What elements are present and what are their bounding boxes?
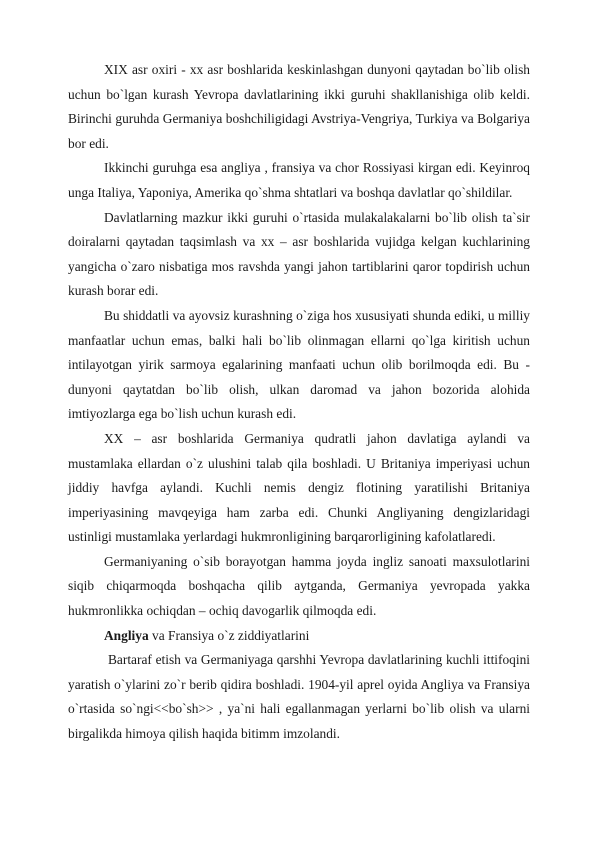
paragraph-1: XIX asr oxiri - xx asr boshlarida keskinlashgan dunyoni qaytadan bo`lib olish uchun bo`lgan kurash Yevropa davlatlarining ikki guruhi shakllanishiga olib keldi. Birinchi guruhda Germaniya boshchiligidagi Avstriya-Vengriya, Turkiya va Bolgariya bor edi. <box>68 62 530 151</box>
document-page <box>68 58 530 747</box>
paragraph-2: Ikkinchi guruhga esa angliya , fransiya va chor Rossiyasi kirgan edi. Keyinroq unga Italiya, Yaponiya, Amerika qo`shma shtatlari va boshqa davlatlar qo`shildilar. <box>68 160 530 200</box>
section-heading <box>68 624 530 649</box>
heading-rest: va Fransiya o`z ziddiyatlarini <box>148 627 310 643</box>
paragraph-6: Germaniyaning o`sib borayotgan hamma joyda ingliz sanoati maxsulotlarini siqib chiqarmoqda boshqacha qilib aytganda, Germaniya yevropada yakka hukmronlikka ochiqdan – ochiq davogarlik qilmoqda edi. <box>68 553 530 619</box>
paragraph-7: Bartaraf etish va Germaniyaga qarshhi Yevropa davlatlarining kuchli ittifoqini yaratish o`ylarini zo`r berib qidira boshladi. 1904-yil aprel oyida Angliya va Fransiya o`rtasida so`ngi<<bo`sh>> , ya`ni hali egallanmagan yerlarni bo`lib olish va ularni birgalikda himoya qilish haqida bitimm imzolandi. <box>68 652 530 742</box>
paragraph-5: XX – asr boshlarida Germaniya qudratli jahon davlatiga aylandi va mustamlaka ellardan o`z ulushini talab qila boshladi. U Britaniya imperiyasi uchun jiddiy havfga aylandi. Kuchli nemis dengiz flotining yaratilishi Britaniya imperiyasining mavqeyiga ham zarba edi. Chunki Angliyaning dengizlaridagi ustinligi mustamlaka yerlardagi hukmronligining barqarorligining kafolatlaredi. <box>68 430 530 545</box>
heading-bold-word: Angliya <box>104 627 149 643</box>
paragraph-3: Davlatlarning mazkur ikki guruhi o`rtasida mulakalakalarni bo`lib olish ta`sir doiralarni qaytadan taqsimlash va xx – asr boshlarida vujidga kelgan kuchlarining yangicha o`zaro nisbatiga mos ravshda yangi jahon tartiblarini qaror topdirish uchun kurash borar edi. <box>68 209 530 299</box>
paragraph-4: Bu shiddatli va ayovsiz kurashning o`ziga hos xususiyati shunda ediki, u milliy manfaatlar uchun emas, balki hali bo`lib olinmagan ellarni qo`lga kiritish uchun intilayotgan yirik sarmoya egalarining manfaati uchun olib borilmoqda edi. Bu - dunyoni qaytatdan bo`lib olish, ulkan daromad va jahon bozorida alohida imtiyozlarga ega bo`lish uchun kurash edi. <box>68 307 530 422</box>
